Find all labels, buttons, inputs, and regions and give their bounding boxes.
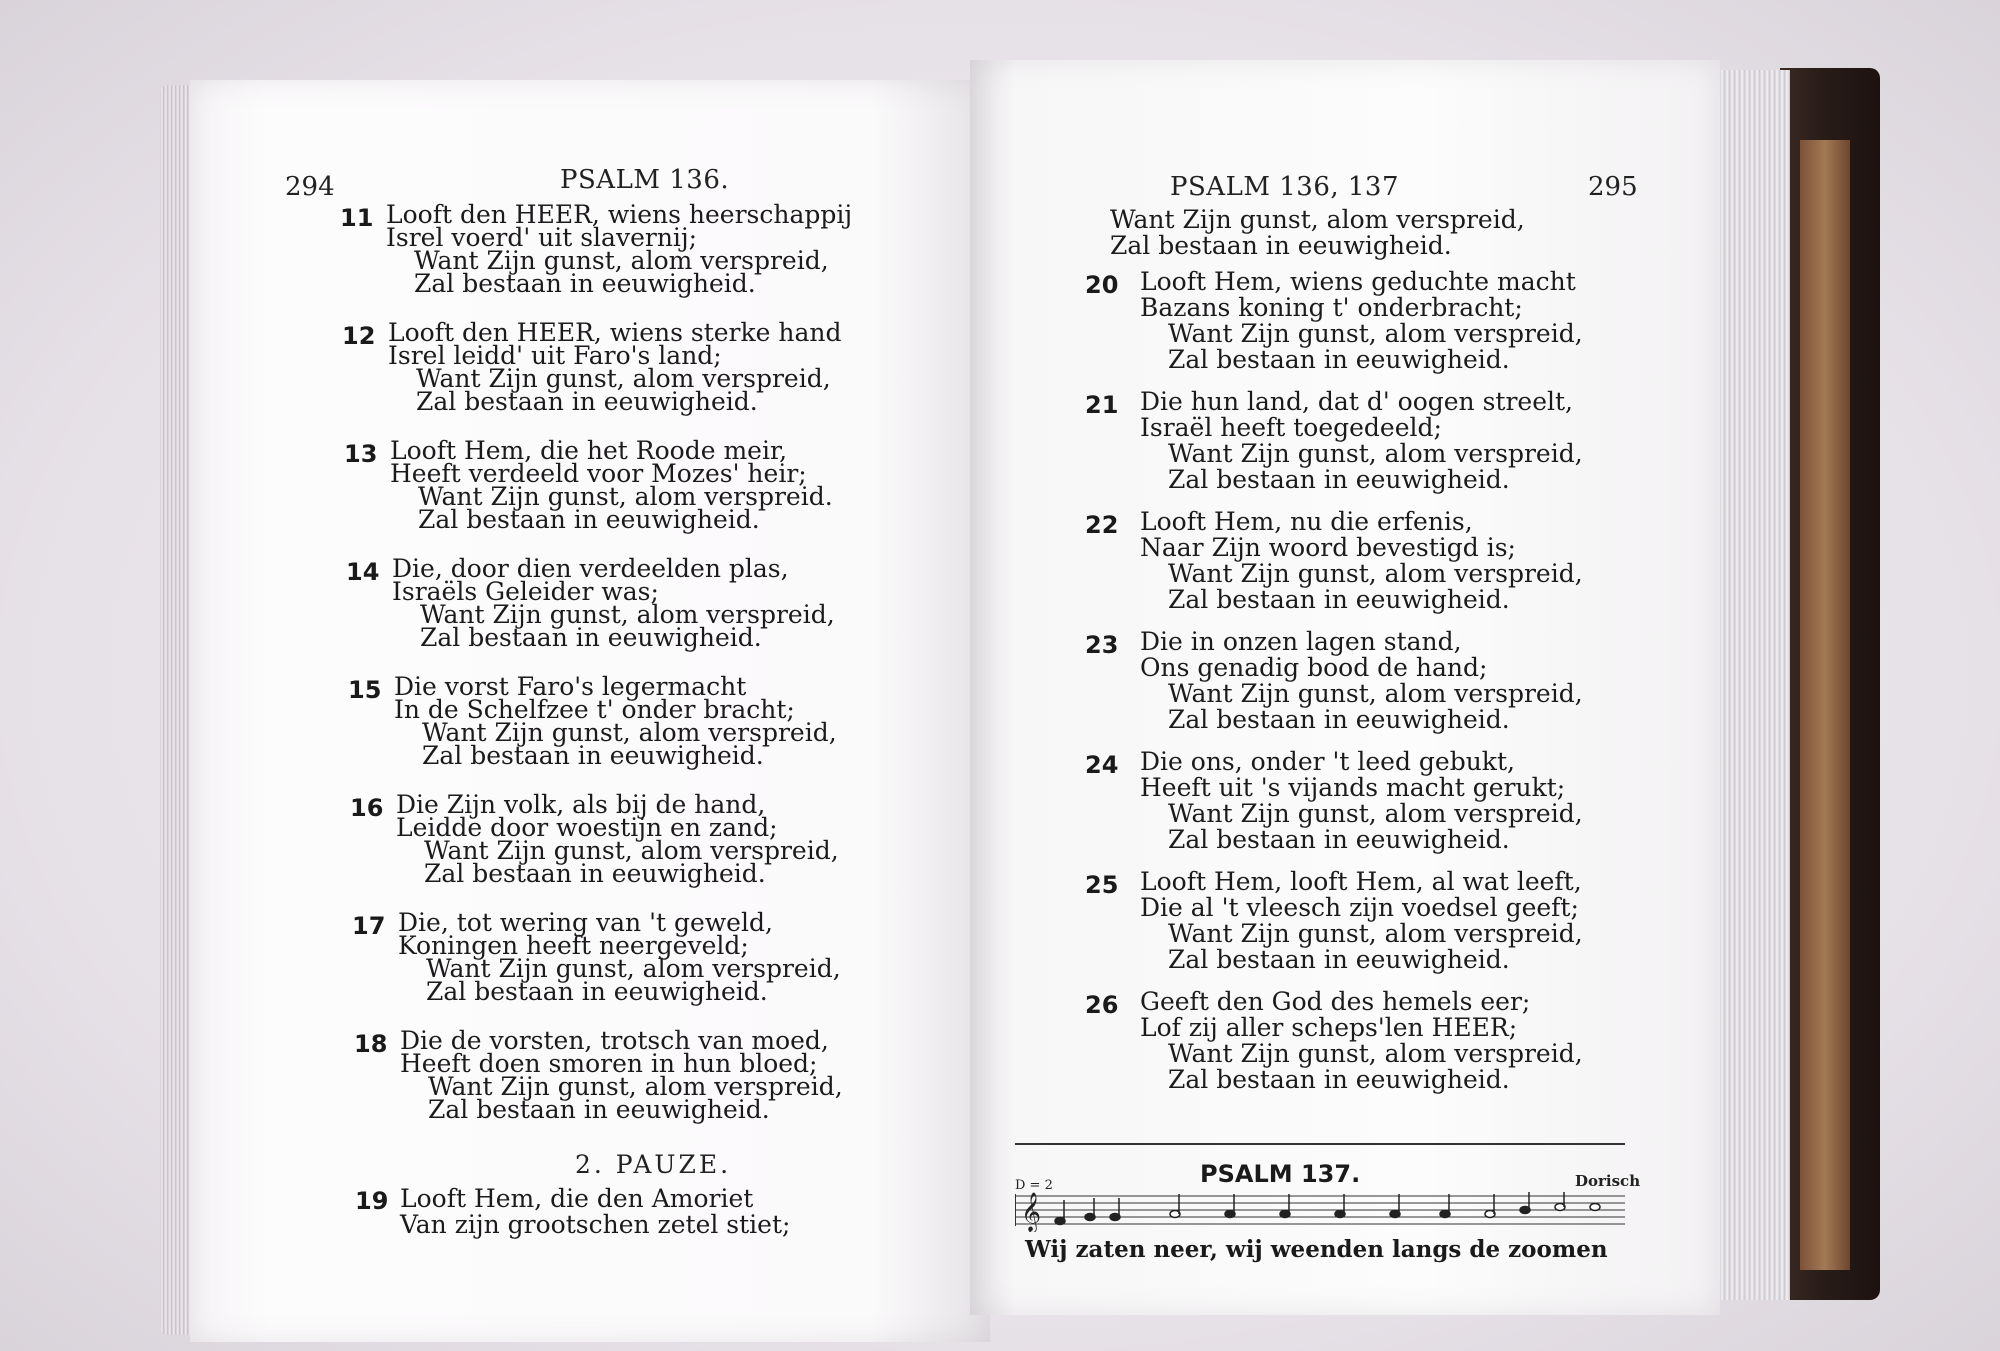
stanza-line: Want Zijn gunst, alom verspreid, [1110,205,1525,234]
stanza-number: 18 [354,1030,388,1058]
stanza-line: Leidde door woestijn en zand; [396,813,778,842]
stanza-line: Die al 't vleesch zijn voedsel geeft; [1140,893,1579,922]
stanza-line: Israëls Geleider was; [392,577,659,606]
stanza-line: Zal bestaan in eeuwigheid. [418,505,760,534]
page-stack-left [160,85,190,1335]
stanza-line: Zal bestaan in eeuwigheid. [1168,945,1510,974]
running-head-left: PSALM 136. [560,165,730,195]
stanza-line: Want Zijn gunst, alom verspreid, [1168,1039,1583,1068]
stanza-line: Looft den HEER, wiens sterke hand [388,318,842,347]
section-rule [1015,1143,1625,1145]
stanza-line: Zal bestaan in eeuwigheid. [414,269,756,298]
stanza-line: Zal bestaan in eeuwigheid. [1168,465,1510,494]
stanza-line: Zal bestaan in eeuwigheid. [416,387,758,416]
stanza-line: Want Zijn gunst, alom verspreid, [420,600,835,629]
stanza-number: 21 [1085,391,1119,419]
stanza-line: Want Zijn gunst, alom verspreid, [422,718,837,747]
stanza-line: Die Zijn volk, als bij de hand, [396,790,766,819]
stanza-line: Heeft uit 's vijands macht gerukt; [1140,773,1566,802]
stanza-line: Zal bestaan in eeuwigheid. [1168,825,1510,854]
stanza-line: Bazans koning t' onderbracht; [1140,293,1523,322]
tempo-marking: D = 2 [1015,1178,1053,1193]
stanza-line: Heeft verdeeld voor Mozes' heir; [390,459,807,488]
pauze-heading: 2. PAUZE. [575,1150,732,1179]
stanza-line: Ons genadig bood de hand; [1140,653,1488,682]
stanza-line: Looft den HEER, wiens heerschappij [386,200,853,229]
psalm-137-lyric: Wij zaten neer, wij weenden langs de zoomen [1025,1236,1608,1263]
stanza-line: Die de vorsten, trotsch van moed, [400,1026,829,1055]
stanza-line: Want Zijn gunst, alom verspreid, [1168,679,1583,708]
stanza-line: Zal bestaan in eeuwigheid. [1168,585,1510,614]
stanza-number: 15 [348,676,382,704]
stanza-line: Isrel voerd' uit slavernij; [386,223,698,252]
stanza-line: Die hun land, dat d' oogen streelt, [1140,387,1574,416]
stanza-line: Looft Hem, looft Hem, al wat leeft, [1140,867,1582,896]
stanza-line: Want Zijn gunst, alom verspreid, [424,836,839,865]
stanza-line: Zal bestaan in eeuwigheid. [1168,345,1510,374]
stanza-line: Geeft den God des hemels eer; [1140,987,1531,1016]
stanza-line: Zal bestaan in eeuwigheid. [428,1095,770,1124]
stanza-line: Looft Hem, die het Roode meir, [390,436,788,465]
page-stack-right [1710,70,1790,1300]
stanza-number: 26 [1085,991,1119,1019]
stanza-line: Heeft doen smoren in hun bloed; [400,1049,818,1078]
left-page [190,80,990,1342]
stanza-line: Looft Hem, nu die erfenis, [1140,507,1473,536]
stanza-line: Die, tot wering van 't geweld, [398,908,773,937]
music-staff [1015,1192,1625,1232]
stanza-line: Want Zijn gunst, alom verspreid, [1168,559,1583,588]
stanza-line: Want Zijn gunst, alom verspreid, [1168,319,1583,348]
stanza-line: Want Zijn gunst, alom verspreid, [426,954,841,983]
stanza-number: 25 [1085,871,1119,899]
stanza-line: Zal bestaan in eeuwigheid. [424,859,766,888]
stanza-line: Lof zij aller scheps'len HEER; [1140,1013,1518,1042]
stanza-number: 16 [350,794,384,822]
stanza-line: Naar Zijn woord bevestigd is; [1140,533,1516,562]
stanza-line: Israël heeft toegedeeld; [1140,413,1442,442]
stanza-line: Van zijn grootschen zetel stiet; [400,1210,791,1239]
treble-clef-icon: 𝄞 [1021,1192,1042,1232]
stanza-line: Die vorst Faro's legermacht [394,672,747,701]
stanza-line: Want Zijn gunst, alom verspreid. [418,482,833,511]
cover-edge [1800,140,1850,1270]
stanza-number: 24 [1085,751,1119,779]
stanza-line: Want Zijn gunst, alom verspreid, [428,1072,843,1101]
stanza-line: Looft Hem, die den Amoriet [400,1184,754,1213]
stanza-line: Isrel leidd' uit Faro's land; [388,341,722,370]
psalm-137-title: PSALM 137. [1200,1160,1361,1188]
stanza-line: Die ons, onder 't leed gebukt, [1140,747,1515,776]
page-number-right: 295 [1588,172,1638,202]
stanza-line: Zal bestaan in eeuwigheid. [420,623,762,652]
stanza-number: 11 [340,204,374,232]
stanza-line: Want Zijn gunst, alom verspreid, [414,246,829,275]
stanza-line: Want Zijn gunst, alom verspreid, [1168,439,1583,468]
stanza-number: 12 [342,322,376,350]
stanza-number: 13 [344,440,378,468]
mode-label: Dorisch [1575,1172,1641,1190]
stanza-line: Zal bestaan in eeuwigheid. [426,977,768,1006]
stanza-line: Die, door dien verdeelden plas, [392,554,789,583]
stanza-line: Zal bestaan in eeuwigheid. [1168,705,1510,734]
stanza-line: Zal bestaan in eeuwigheid. [1110,231,1452,260]
stanza-line: Koningen heeft neergeveld; [398,931,749,960]
stanza-line: Die in onzen lagen stand, [1140,627,1462,656]
page-number-left: 294 [285,172,335,202]
stanza-line: In de Schelfzee t' onder bracht; [394,695,795,724]
stanza-number: 20 [1085,271,1119,299]
stanza-number: 22 [1085,511,1119,539]
stanza-line: Looft Hem, wiens geduchte macht [1140,267,1576,296]
stanza-number: 14 [346,558,380,586]
stanza-number: 19 [355,1187,389,1215]
stanza-line: Want Zijn gunst, alom verspreid, [1168,799,1583,828]
open-book [150,40,1880,1310]
right-page [970,60,1720,1315]
stanza-number: 23 [1085,631,1119,659]
stanza-line: Want Zijn gunst, alom verspreid, [1168,919,1583,948]
stanza-line: Zal bestaan in eeuwigheid. [1168,1065,1510,1094]
running-head-right: PSALM 136, 137 [1170,172,1400,202]
stanza-number: 17 [352,912,386,940]
stanza-line: Zal bestaan in eeuwigheid. [422,741,764,770]
stanza-line: Want Zijn gunst, alom verspreid, [416,364,831,393]
